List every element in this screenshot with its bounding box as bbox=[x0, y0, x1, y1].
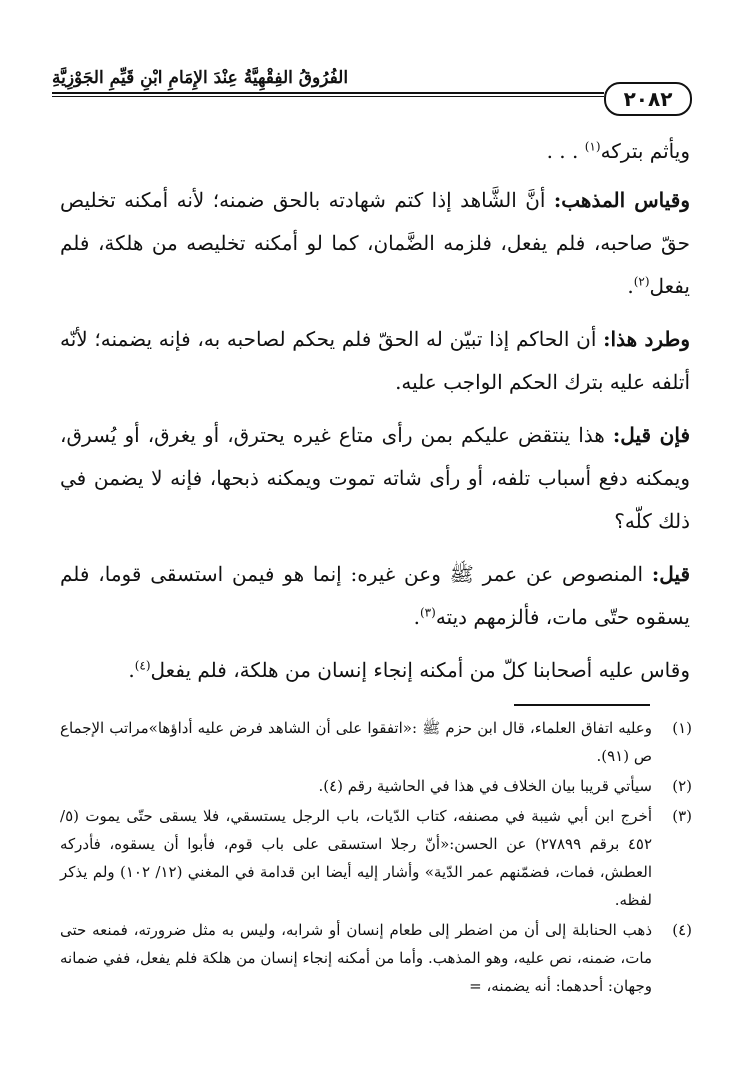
page-header bbox=[52, 68, 692, 114]
footnote bbox=[60, 772, 692, 800]
paragraph-lead: فإن قيل: bbox=[612, 423, 691, 447]
footnote bbox=[60, 916, 692, 1000]
footnote-text: وعليه اتفاق العلماء، قال ابن حزم ﷺ :«اتفقوا على أن الشاهد فرض عليه أداؤها»مراتب الإجماع ص (٩١). bbox=[60, 719, 652, 765]
footnote-ref[interactable]: (٢) bbox=[633, 274, 650, 289]
paragraph-text: هذا ينتقض عليكم بمن رأى متاع غيره يحترق، أو يغرق، أو يُسرق، ويمكنه دفع أسباب تلفه، أو رأى شاته تموت ويمكنه ذبحها، فإنه لا يضمن في ذلك كلّه؟ bbox=[60, 423, 690, 533]
header-rule-thin bbox=[52, 96, 604, 97]
paragraph-end: . bbox=[413, 605, 420, 629]
paragraph-end: . bbox=[627, 274, 634, 298]
paragraph-3 bbox=[60, 318, 690, 404]
ellipsis: . . . bbox=[546, 139, 585, 163]
paragraph-text: أنَّ الشَّاهد إذا كتم شهادته بالحق ضمنه؛ لأنه أمكنه تخليص حقّ صاحبه، فلم يفعل، فلزمه الضَّمان، كما لو أمكنه تخليصه من هلكة، فلم يفعل bbox=[60, 188, 690, 298]
page-number: ٢٠٨٢ bbox=[604, 82, 692, 116]
footnote-text: أخرج ابن أبي شيبة في مصنفه، كتاب الدّيات، باب الرجل يستسقي، فلا يسقى حتّى يموت (٥/ ٤٥٢ برقم ٢٧٨٩٩) عن الحسن:«أنّ رجلا استسقى على باب قوم، فأبوا أن يسقوه، فأدركه العطش، فمات، فضمّنهم عمر الدّية» وأشار إليه أيضا ابن قدامة في المغني (١٢/ ١٠٢) ولم يذكر لفظه. bbox=[60, 807, 653, 909]
paragraph-lead: وقياس المذهب: bbox=[553, 188, 690, 212]
footnote-number: (٢) bbox=[672, 777, 692, 795]
footnote-number: (٣) bbox=[672, 807, 692, 825]
paragraph-lead: قيل: bbox=[651, 562, 690, 586]
running-title: الفُرُوقُ الفِقْهِيَّةُ عِنْدَ الإِمَامِ ابْنِ قَيِّمِ الجَوْزِيَّةِ bbox=[52, 68, 349, 88]
paragraph-text: أن الحاكم إذا تبيّن له الحقّ فلم يحكم لصاحبه به، فإنه يضمنه؛ لأنّه أتلفه عليه بترك الحكم الواجب عليه. bbox=[60, 327, 690, 394]
paragraph-text: وقاس عليه أصحابنا كلّ من أمكنه إنجاء إنسان من هلكة، فلم يفعل bbox=[150, 658, 690, 682]
paragraph-6 bbox=[60, 649, 690, 692]
footnote-ref[interactable]: (٤) bbox=[134, 658, 151, 673]
footnotes bbox=[60, 714, 692, 1002]
paragraph-4 bbox=[60, 414, 690, 543]
footnote-number: (٤) bbox=[672, 921, 692, 939]
header-rule bbox=[52, 92, 604, 94]
footnote bbox=[60, 714, 692, 770]
paragraph-lead: وطرد هذا: bbox=[603, 327, 690, 351]
footnote-text: ذهب الحنابلة إلى أن من اضطر إلى طعام إنسان أو شرابه، وليس به مثل ضرورته، فمنعه حتى مات، ضمنه، نص عليه، وهو المذهب. وأما من أمكنه إنجاء إنسان من هلكة فلم يفعل، ففي ضمانه وجهان: أحدهما: أنه يضمنه، = bbox=[60, 921, 652, 995]
paragraph-text: ويأثم بتركه bbox=[600, 139, 690, 163]
footnote-ref[interactable]: (٣) bbox=[419, 605, 436, 620]
footnote-number: (١) bbox=[672, 719, 692, 737]
paragraph-2 bbox=[60, 179, 690, 308]
paragraph-1 bbox=[60, 130, 690, 173]
paragraph-text: المنصوص عن عمر ﷺ وعن غيره: إنما هو فيمن استسقى قوما، فلم يسقوه حتّى مات، فألزمهم ديته bbox=[60, 562, 690, 629]
paragraph-5 bbox=[60, 553, 690, 639]
footnote-ref[interactable]: (١) bbox=[584, 139, 601, 154]
footnote-separator bbox=[514, 704, 650, 706]
paragraph-end: . bbox=[128, 658, 135, 682]
main-text bbox=[60, 130, 690, 702]
footnote bbox=[60, 802, 692, 914]
footnote-text: سيأتي قريبا بيان الخلاف في هذا في الحاشية رقم (٤). bbox=[318, 777, 652, 795]
